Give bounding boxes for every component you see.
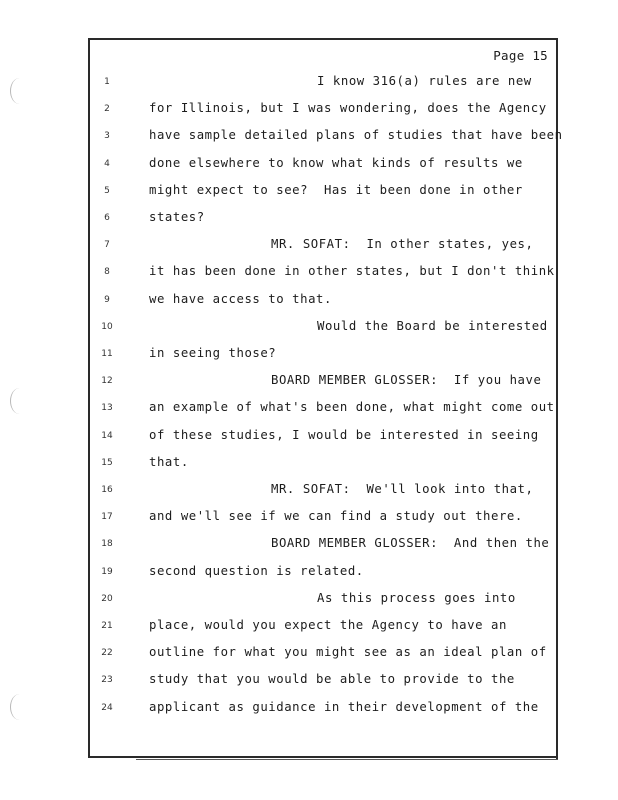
line-number: 19 bbox=[101, 566, 113, 577]
transcript-line: BOARD MEMBER GLOSSER: And then the bbox=[271, 536, 550, 551]
binder-hole-mark bbox=[10, 78, 29, 104]
frame-bottom-border bbox=[88, 756, 558, 758]
transcript-line: for Illinois, but I was wondering, does the Agency bbox=[149, 101, 547, 116]
line-number: 9 bbox=[104, 294, 110, 305]
transcript-line: might expect to see? Has it been done in other bbox=[149, 182, 523, 197]
transcript-line: second question is related. bbox=[149, 563, 364, 578]
page-number: Page 15 bbox=[493, 48, 548, 63]
line-number: 11 bbox=[101, 349, 113, 359]
transcript-line: have sample detailed plans of studies that have been bbox=[149, 128, 563, 143]
line-number: 5 bbox=[104, 185, 110, 196]
frame-top-border bbox=[88, 38, 558, 40]
transcript-line: study that you would be able to provide to the bbox=[149, 672, 515, 687]
line-number: 1 bbox=[104, 77, 110, 87]
transcript-line: I know 316(a) rules are new bbox=[317, 74, 532, 88]
transcript-line: and we'll see if we can find a study out there. bbox=[149, 509, 523, 524]
frame-left-border bbox=[88, 38, 90, 758]
transcript-line: we have access to that. bbox=[149, 291, 332, 306]
transcript-line: in seeing those? bbox=[149, 346, 277, 360]
transcript-line: MR. SOFAT: In other states, yes, bbox=[271, 237, 534, 252]
transcript-line: outline for what you might see as an ideal plan of bbox=[149, 645, 547, 660]
transcript-line: that. bbox=[149, 454, 189, 469]
transcript-line: of these studies, I would be interested in seeing bbox=[149, 427, 539, 442]
line-number: 17 bbox=[101, 512, 113, 523]
transcript-line: applicant as guidance in their development of the bbox=[149, 699, 539, 714]
binder-hole-mark bbox=[10, 388, 29, 414]
line-number: 4 bbox=[104, 158, 110, 169]
line-number: 12 bbox=[101, 376, 113, 387]
line-number: 6 bbox=[104, 213, 110, 223]
line-number: 8 bbox=[104, 267, 110, 278]
transcript-line: done elsewhere to know what kinds of results we bbox=[149, 155, 523, 170]
line-number: 23 bbox=[101, 675, 113, 686]
line-number: 18 bbox=[101, 539, 113, 550]
frame-bottom-rule bbox=[136, 759, 558, 760]
transcript-line: BOARD MEMBER GLOSSER: If you have bbox=[271, 373, 542, 388]
line-number: 15 bbox=[101, 457, 113, 468]
line-number: 24 bbox=[101, 702, 113, 713]
transcript-line: As this process goes into bbox=[317, 590, 516, 605]
line-number: 20 bbox=[101, 593, 113, 604]
transcript-line: place, would you expect the Agency to have an bbox=[149, 618, 507, 632]
transcript-line: Would the Board be interested bbox=[317, 318, 548, 333]
line-number: 16 bbox=[101, 485, 113, 495]
line-number: 22 bbox=[101, 648, 113, 659]
transcript-line: states? bbox=[149, 210, 205, 224]
transcript-line: an example of what's been done, what might come out bbox=[149, 400, 555, 415]
line-number: 2 bbox=[104, 104, 110, 115]
line-number: 10 bbox=[101, 321, 113, 332]
line-number: 7 bbox=[104, 240, 110, 251]
frame-right-border bbox=[556, 38, 558, 760]
line-number: 13 bbox=[101, 403, 113, 414]
transcript-line: it has been done in other states, but I don't think bbox=[149, 264, 555, 279]
line-number: 3 bbox=[104, 131, 110, 142]
binder-hole-mark bbox=[10, 694, 29, 720]
line-number: 14 bbox=[101, 430, 113, 441]
transcript-line: MR. SOFAT: We'll look into that, bbox=[271, 482, 534, 496]
line-number: 21 bbox=[101, 621, 113, 631]
